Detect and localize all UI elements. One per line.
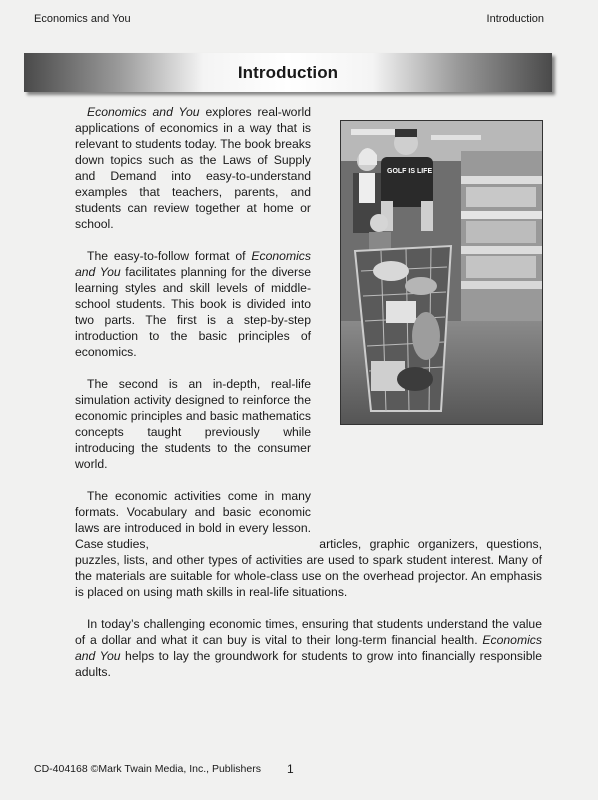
paragraph-2-start: The easy-to-follow format of [87,249,252,263]
paragraph-5-text: helps to lay the groundwork for students to grow into financially responsible adults. [75,649,542,679]
paragraph-1-text: explores real-world applications of economics in a way that is relevant to students today. The book breaks down topics such as the Laws of Supply and Demand into easy-to-understand examples that teachers, parents, and students can review together at home or school. [75,105,311,231]
running-header-title: Economics and You [34,13,131,25]
paragraph-2-text: facilitates planning for the diverse learning styles and skill levels of middle-school students. This book is divided into two parts. The first is a step-by-step introduction to the basic principles of economics. [75,265,311,359]
shopping-cart [355,246,451,411]
running-header-section: Introduction [486,13,544,25]
store-shelves [461,151,542,321]
book-title-italic: Economics and You [75,633,542,663]
paragraph-5 [75,616,542,680]
paragraph-2 [75,248,311,360]
publisher-credit: CD-404168 ©Mark Twain Media, Inc., Publishers [34,763,261,775]
paragraph-1 [75,104,311,232]
title-banner [24,53,552,92]
paragraph-5-start: In today’s challenging economic times, ensuring that students understand the value of a dollar and what it can buy is vital to their long-term financial health. [75,617,542,647]
photo-illustration [341,121,542,424]
paragraph-3: The second is an in-depth, real-life simulation activity designed to reinforce the economic principles and basic mathematics concepts taught previously while introducing the students to the consumer world. [75,377,311,471]
paragraph-4-narrow: The economic activities come in many formats. Vocabulary and basic economic laws are introduced in bold in every lesson. Case studies, [75,489,311,551]
page-title: Introduction [237,62,339,82]
paragraph-4-wide: articles, graphic organizers, questions, puzzles, lists, and other types of activities are used to spark student interest. Many of the materials are suitable for whole-class use on the overhead projector. An emphasis is placed on using math skills in real-life situations. [75,537,542,599]
book-title-italic: Economics and You [87,105,200,119]
paragraph-4 [75,488,542,600]
grocery-shopping-photo [340,120,543,425]
book-title-italic: Economics and You [75,249,311,279]
shirt-text: GOLF IS LIFE [387,168,433,175]
page-number: 1 [287,762,294,776]
